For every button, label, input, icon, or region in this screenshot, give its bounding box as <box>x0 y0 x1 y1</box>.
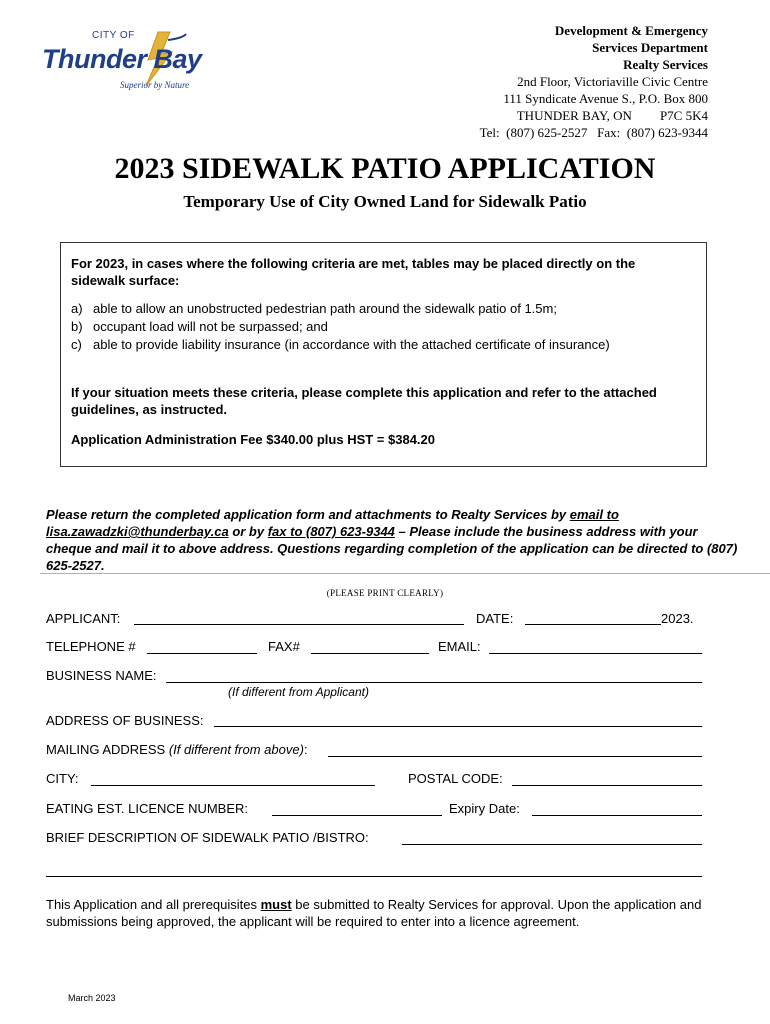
print-clearly-note: (PLEASE PRINT CLEARLY) <box>326 588 444 598</box>
email-label: EMAIL: <box>438 639 481 654</box>
expiry-date-label: Expiry Date: <box>449 801 520 816</box>
return-text-2: or by <box>228 524 268 539</box>
mailing-label-text: MAILING ADDRESS <box>46 742 169 757</box>
business-name-label: BUSINESS NAME: <box>46 668 157 683</box>
mailing-colon: : <box>303 742 308 757</box>
return-text-3: – Please include the business address with your cheque and mail it to above address. Questions regarding completion of the application can be directed to (807) 625-2527. <box>46 524 738 573</box>
dept-city-line <box>480 107 708 124</box>
dept-line-1: Development & Emergency <box>554 23 708 38</box>
criteria-instruction: If your situation meets these criteria, please complete this application and refer to the attached guidelines, as instructed. <box>71 385 657 417</box>
city-field[interactable] <box>91 785 375 786</box>
business-name-hint: (If different from Applicant) <box>228 685 369 699</box>
applicant-label: APPLICANT: <box>46 611 121 626</box>
note-emphasis: must <box>260 897 292 912</box>
city-logo <box>40 30 220 100</box>
dept-contact: Tel: (807) 625-2527 Fax: (807) 623-9344 <box>479 125 708 140</box>
fax-label: FAX# <box>268 639 300 654</box>
description-field[interactable] <box>402 844 702 845</box>
dept-line-2: Services Department <box>592 40 708 55</box>
business-name-field[interactable] <box>166 682 702 683</box>
dept-postal: P7C 5K4 <box>659 108 708 123</box>
licence-number-label: EATING EST. LICENCE NUMBER: <box>46 801 249 816</box>
criteria-key: a) <box>71 301 83 316</box>
postal-code-label: POSTAL CODE: <box>408 771 503 786</box>
note-text-1: This Application and all prerequisites <box>46 897 261 912</box>
criteria-box <box>60 242 707 467</box>
address-field[interactable] <box>214 726 702 727</box>
logo-name: Thunder Bay <box>42 44 202 74</box>
date-field[interactable] <box>525 624 661 625</box>
email-field[interactable] <box>489 653 702 654</box>
note-text-2: be submitted to Realty Services for approval. Upon the application and submissions being approved, the applicant will be required to enter into a licence agreement. <box>46 897 702 929</box>
criteria-item <box>71 300 610 318</box>
criteria-text: occupant load will not be surpassed; and <box>93 319 328 334</box>
logo-tagline: Superior by Nature <box>120 80 190 90</box>
dept-line-5: 111 Syndicate Avenue S., P.O. Box 800 <box>503 91 708 106</box>
mailing-hint: (If different from above) <box>168 742 304 757</box>
criteria-key: b) <box>71 319 83 334</box>
criteria-list <box>71 300 610 354</box>
page-title: 2023 SIDEWALK PATIO APPLICATION <box>114 152 656 185</box>
logo-city-text: CITY OF <box>92 30 135 41</box>
telephone-field[interactable] <box>147 653 257 654</box>
criteria-text: able to allow an unobstructed pedestrian path around the sidewalk patio of 1.5m; <box>93 301 557 316</box>
description-label: BRIEF DESCRIPTION OF SIDEWALK PATIO /BISTRO: <box>46 830 369 845</box>
applicant-field[interactable] <box>134 624 464 625</box>
department-address <box>480 22 708 141</box>
criteria-key: c) <box>71 337 82 352</box>
email-link[interactable]: email to lisa.zawadzki@thunderbay.ca <box>46 507 619 539</box>
criteria-fee: Application Administration Fee $340.00 plus HST = $384.20 <box>71 432 435 447</box>
mailing-address-label <box>46 742 308 757</box>
licence-number-field[interactable] <box>272 815 442 816</box>
criteria-item <box>71 336 610 354</box>
expiry-date-field[interactable] <box>532 815 702 816</box>
date-year-suffix: 2023. <box>661 611 694 626</box>
dept-line-3: Realty Services <box>623 57 708 72</box>
postal-code-field[interactable] <box>512 785 702 786</box>
criteria-text: able to provide liability insurance (in accordance with the attached certificate of insurance) <box>93 337 610 352</box>
footer-date: March 2023 <box>68 993 116 1003</box>
return-instructions <box>46 506 746 574</box>
description-field-line-2[interactable] <box>46 876 702 877</box>
date-label: DATE: <box>476 611 514 626</box>
city-label: CITY: <box>46 771 79 786</box>
criteria-intro: For 2023, in cases where the following criteria are met, tables may be placed directly on the sidewalk surface: <box>71 256 636 288</box>
page-subtitle: Temporary Use of City Owned Land for Sidewalk Patio <box>183 192 587 211</box>
dept-line-4: 2nd Floor, Victoriaville Civic Centre <box>517 74 708 89</box>
criteria-item <box>71 318 610 336</box>
divider <box>40 573 770 574</box>
fax-field[interactable] <box>311 653 429 654</box>
mailing-address-field[interactable] <box>328 756 702 757</box>
fax-link[interactable]: fax to (807) 623-9344 <box>267 524 395 539</box>
submission-note <box>46 896 726 930</box>
address-label: ADDRESS OF BUSINESS: <box>46 713 204 728</box>
telephone-label: TELEPHONE # <box>46 639 136 654</box>
dept-city: THUNDER BAY, ON <box>516 108 632 123</box>
return-text-1: Please return the completed application form and attachments to Realty Services by <box>46 507 570 522</box>
